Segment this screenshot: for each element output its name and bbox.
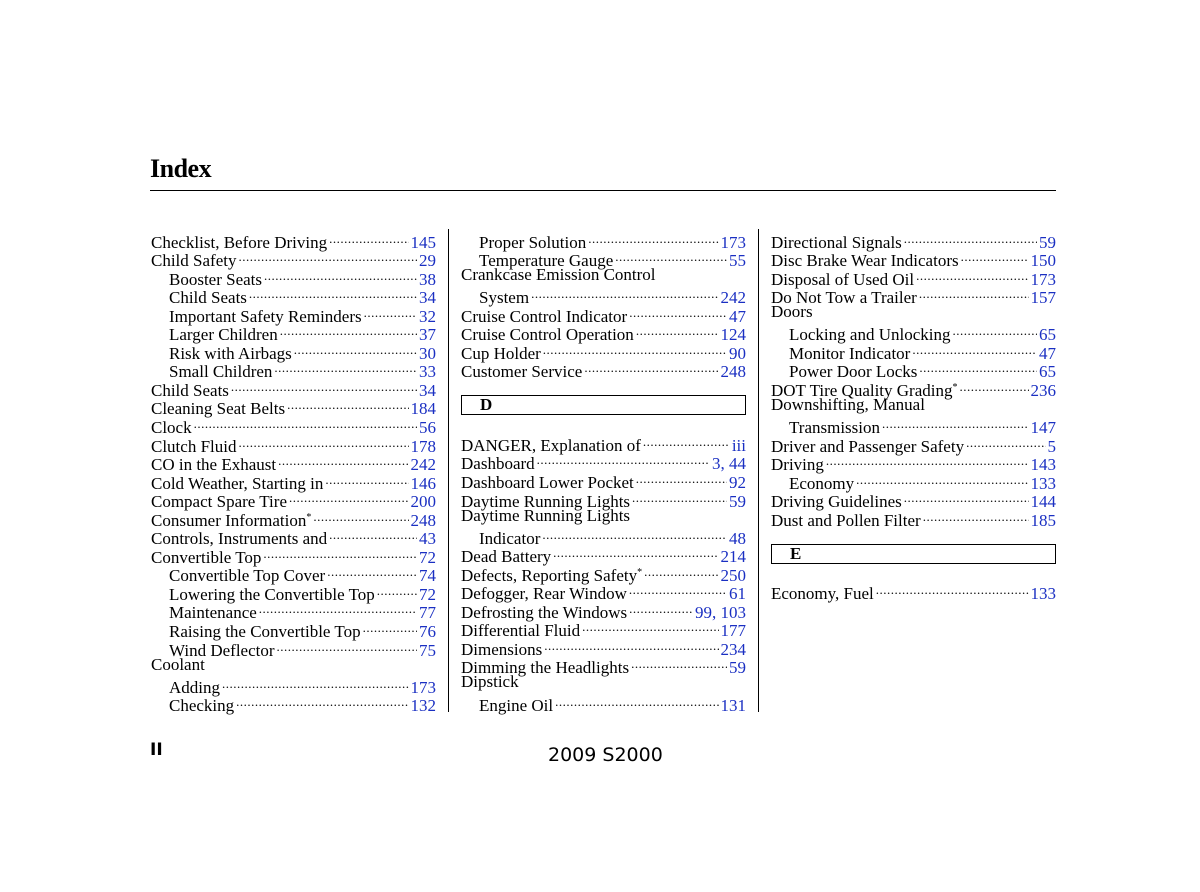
index-subentry[interactable] [771, 359, 1056, 382]
index-entry[interactable] [771, 581, 1056, 604]
entry-term: Dimming the Headlights [461, 658, 630, 678]
index-entry[interactable] [151, 248, 436, 271]
entry-term: Checklist, Before Driving [151, 232, 328, 252]
dot-leader [278, 452, 408, 471]
index-entry[interactable] [771, 489, 1056, 512]
entry-term: Economy, Fuel [771, 584, 874, 604]
index-entry[interactable] [151, 544, 436, 567]
entry-term: Disposal of Used Oil [771, 269, 915, 289]
entry-term: Dimensions [461, 639, 543, 659]
page-link[interactable]: 146 [410, 473, 436, 493]
entry-term: Defrosting the Windows [461, 602, 628, 622]
dot-leader [280, 322, 417, 341]
dot-leader [377, 581, 417, 600]
page-link[interactable]: 248 [720, 362, 746, 382]
index-entry[interactable] [461, 599, 746, 622]
entry-term: Booster Seats [169, 269, 263, 289]
page-link[interactable]: 250 [720, 565, 746, 585]
entry-term: Defects, Reporting Safety* [461, 565, 643, 585]
dot-leader [584, 359, 718, 378]
page-link[interactable]: 37 [419, 325, 436, 345]
index-entry[interactable] [461, 636, 746, 659]
index-entry[interactable] [771, 452, 1056, 475]
index-letter-heading: D [461, 395, 746, 415]
dot-leader [919, 285, 1029, 304]
dot-leader [238, 433, 408, 452]
index-subentry[interactable] [151, 600, 436, 623]
entry-term: Daytime Running Lights [461, 505, 631, 525]
entry-term: Proper Solution [479, 232, 587, 252]
page-link[interactable]: iii [731, 435, 746, 455]
entry-term: Economy [789, 473, 855, 493]
page-link[interactable]: 3, 44 [712, 454, 746, 474]
dot-leader [856, 470, 1028, 489]
entry-term: Consumer Information* [151, 510, 312, 530]
page-link[interactable]: 74 [419, 566, 436, 586]
entry-term: Coolant [151, 654, 205, 674]
dot-leader [542, 525, 727, 544]
dot-leader [553, 544, 718, 563]
index-subentry[interactable] [461, 248, 746, 271]
index-subentry[interactable] [461, 285, 746, 308]
page-link[interactable]: 147 [1030, 418, 1056, 438]
page-link[interactable]: 200 [410, 492, 436, 512]
index-subentry[interactable] [151, 322, 436, 345]
dot-leader [629, 599, 693, 618]
dot-leader [289, 489, 409, 508]
entry-term: Convertible Top [151, 547, 262, 567]
page-link[interactable]: 34 [419, 380, 436, 400]
index-entry[interactable] [151, 489, 436, 512]
dot-leader [644, 562, 718, 581]
entry-term: Child Seats [151, 380, 229, 400]
page-link[interactable]: 65 [1039, 325, 1056, 345]
dot-leader [615, 248, 727, 267]
dot-leader [904, 229, 1037, 248]
dot-leader [904, 489, 1029, 508]
dot-leader [952, 322, 1037, 341]
entry-term: Differential Fluid [461, 621, 581, 641]
index-subentry[interactable] [151, 618, 436, 642]
entry-term: Crankcase Emission Control [461, 265, 656, 285]
page-link[interactable]: 157 [1030, 288, 1056, 308]
index-entry[interactable] [151, 470, 436, 493]
entry-term: Dashboard Lower Pocket [461, 473, 634, 493]
dot-leader [236, 693, 408, 712]
dot-leader [294, 340, 417, 359]
entry-term: Cruise Control Operation [461, 325, 634, 345]
entry-term: Driving [771, 455, 824, 475]
dot-leader [636, 322, 719, 341]
index-letter-heading: E [771, 544, 1056, 564]
index-entry[interactable] [771, 266, 1056, 289]
entry-term: Checking [169, 696, 235, 716]
index-column-1 [151, 229, 436, 716]
entry-term: Larger Children [169, 325, 278, 345]
dot-leader [238, 248, 417, 267]
index-entry[interactable] [151, 377, 436, 400]
dot-leader [537, 451, 710, 470]
page-link[interactable]: 173 [1030, 269, 1056, 289]
entry-term: Defogger, Rear Window [461, 584, 627, 604]
dot-leader [363, 618, 417, 637]
entry-term: Adding [169, 677, 220, 697]
entry-term: Disc Brake Wear Indicators [771, 251, 959, 271]
entry-term: DOT Tire Quality Grading* [771, 380, 958, 400]
entry-term: DANGER, Explanation of [461, 435, 641, 455]
dot-leader [643, 432, 730, 451]
page-link[interactable]: 55 [729, 251, 746, 271]
index-column-2 [461, 229, 746, 715]
entry-term: Dead Battery [461, 547, 552, 567]
entry-term: Important Safety Reminders [169, 306, 362, 326]
page-link[interactable]: 90 [729, 343, 746, 363]
index-entry[interactable] [771, 248, 1056, 271]
page-link[interactable]: 124 [720, 325, 746, 345]
index-entry[interactable] [771, 285, 1056, 308]
dot-leader [194, 414, 417, 433]
dot-leader [259, 600, 417, 619]
index-entry[interactable] [461, 655, 746, 678]
entry-term: Doors [771, 302, 813, 322]
dot-leader [582, 618, 718, 637]
index-entry[interactable] [771, 377, 1056, 400]
dot-leader [329, 526, 417, 545]
entry-term: Monitor Indicator [789, 343, 911, 363]
page-link[interactable]: 59 [1039, 232, 1056, 252]
dot-leader [364, 303, 417, 322]
entry-term: Daytime Running Lights [461, 491, 631, 511]
index-entry[interactable] [461, 488, 746, 511]
index-entry[interactable] [461, 303, 746, 326]
entry-term: Driver and Passenger Safety [771, 436, 965, 456]
title-rule [150, 190, 1056, 191]
footnote-mark: * [637, 566, 643, 578]
page-link[interactable]: 48 [729, 528, 746, 548]
dot-leader [327, 563, 417, 582]
page-link[interactable]: 132 [410, 696, 436, 716]
index-entry [461, 266, 746, 285]
index-subentry[interactable] [461, 692, 746, 715]
page-link[interactable]: 173 [410, 677, 436, 697]
dot-leader [629, 303, 727, 322]
entry-term: Child Safety [151, 251, 237, 271]
page-link[interactable]: 133 [1030, 473, 1056, 493]
dot-leader [264, 266, 417, 285]
entry-term: Downshifting, Manual [771, 394, 925, 414]
entry-term: Engine Oil [479, 695, 554, 715]
dot-leader [274, 359, 417, 378]
page-link[interactable]: 56 [419, 418, 436, 438]
index-entry[interactable] [151, 507, 436, 530]
dot-leader [277, 637, 417, 656]
dot-leader [313, 507, 408, 526]
index-entry[interactable] [461, 340, 746, 363]
entry-term: Child Seats [169, 288, 247, 308]
dot-leader [632, 488, 727, 507]
dot-leader [249, 285, 417, 304]
page-link[interactable]: 145 [410, 232, 436, 252]
index-subentry[interactable] [461, 525, 746, 548]
index-entry[interactable] [461, 544, 746, 567]
index-entry[interactable] [461, 451, 746, 474]
page-link[interactable]: 33 [419, 362, 436, 382]
index-entry[interactable] [151, 414, 436, 438]
index-subentry[interactable] [151, 266, 436, 289]
index-subentry[interactable] [771, 414, 1056, 438]
entry-term: Wind Deflector [169, 640, 275, 660]
page-title: Index [150, 154, 212, 183]
entry-term: Do Not Tow a Trailer [771, 288, 917, 308]
page-link[interactable]: 178 [410, 436, 436, 456]
index-entry [151, 656, 436, 675]
page-link[interactable]: 143 [1030, 455, 1056, 475]
page-link[interactable]: 177 [720, 621, 746, 641]
dot-leader [555, 692, 718, 711]
dot-leader [636, 469, 727, 488]
dot-leader [543, 340, 727, 359]
dot-leader [961, 248, 1029, 267]
index-entry[interactable] [771, 507, 1056, 530]
entry-term: Cup Holder [461, 343, 541, 363]
dot-leader [912, 340, 1037, 359]
entry-term: Driving Guidelines [771, 492, 902, 512]
index-entry[interactable] [461, 562, 746, 585]
index-entry[interactable] [151, 452, 436, 475]
entry-term: Dust and Pollen Filter [771, 510, 921, 530]
entry-term: Transmission [789, 418, 881, 438]
entry-term: Convertible Top Cover [169, 566, 326, 586]
column-divider [758, 229, 759, 712]
page-link[interactable]: 5 [1047, 436, 1056, 456]
entry-term: Cold Weather, Starting in [151, 473, 324, 493]
entry-term: Indicator [479, 528, 541, 548]
page-link[interactable]: 34 [419, 288, 436, 308]
page-link[interactable]: 47 [1039, 343, 1056, 363]
page-link[interactable]: 32 [419, 306, 436, 326]
dot-leader [960, 377, 1029, 396]
footnote-mark: * [306, 511, 312, 523]
entry-term: Compact Spare Tire [151, 492, 287, 512]
dot-leader [629, 581, 727, 600]
entry-term: Dipstick [461, 672, 519, 692]
dot-leader [966, 433, 1045, 452]
index-entry[interactable] [151, 229, 436, 252]
entry-term: Dashboard [461, 454, 535, 474]
page-link[interactable]: 77 [419, 603, 436, 623]
index-subentry[interactable] [461, 229, 746, 252]
entry-term: Lowering the Convertible Top [169, 584, 375, 604]
index-subentry[interactable] [151, 340, 436, 363]
page-link[interactable]: 99, 103 [695, 602, 746, 622]
page-link[interactable]: 236 [1030, 380, 1056, 400]
dot-leader [263, 544, 417, 563]
index-subentry[interactable] [151, 674, 436, 697]
index-subentry[interactable] [771, 470, 1056, 493]
index-subentry[interactable] [151, 285, 436, 308]
index-entry[interactable] [461, 359, 746, 382]
dot-leader [826, 452, 1029, 471]
entry-term: Power Door Locks [789, 362, 918, 382]
page-link[interactable]: 150 [1030, 251, 1056, 271]
entry-term: Small Children [169, 362, 273, 382]
dot-leader [531, 285, 718, 304]
page-link[interactable]: 131 [720, 695, 746, 715]
page-link[interactable]: 65 [1039, 362, 1056, 382]
entry-term: CO in the Exhaust [151, 455, 277, 475]
page-link[interactable]: 72 [419, 584, 436, 604]
page-link[interactable]: 47 [729, 306, 746, 326]
page-link[interactable]: 184 [410, 399, 436, 419]
entry-term: Locking and Unlocking [789, 325, 951, 345]
entry-term: Cleaning Seat Belts [151, 399, 286, 419]
section-mark: II [150, 740, 163, 760]
footer-book-title: 2009 S2000 [548, 744, 663, 766]
dot-leader [231, 377, 417, 396]
dot-leader [222, 674, 409, 693]
page-link[interactable]: 234 [720, 639, 746, 659]
index-subentry[interactable] [151, 581, 436, 604]
dot-leader [923, 507, 1029, 526]
page-link[interactable]: 242 [410, 455, 436, 475]
entry-term: System [479, 288, 530, 308]
page-link[interactable]: 133 [1030, 584, 1056, 604]
page-link[interactable]: 59 [729, 658, 746, 678]
index-entry[interactable] [771, 229, 1056, 252]
index-entry[interactable] [461, 618, 746, 641]
page-link[interactable]: 38 [419, 269, 436, 289]
entry-term: Directional Signals [771, 232, 902, 252]
index-entry[interactable] [151, 433, 436, 456]
entry-term: Clock [151, 418, 192, 438]
index-column-3 [771, 229, 1056, 604]
index-entry[interactable] [461, 432, 746, 455]
footnote-mark: * [952, 381, 958, 393]
entry-term: Clutch Fluid [151, 436, 237, 456]
dot-leader [329, 229, 408, 248]
index-entry[interactable] [151, 396, 436, 419]
index-entry[interactable] [461, 322, 746, 345]
page-link[interactable]: 248 [410, 510, 436, 530]
index-subentry[interactable] [151, 563, 436, 586]
index-entry[interactable] [461, 469, 746, 493]
page-link[interactable]: 144 [1030, 492, 1056, 512]
page-link[interactable]: 185 [1030, 510, 1056, 530]
page-link[interactable]: 214 [720, 547, 746, 567]
dot-leader [916, 266, 1028, 285]
entry-term: Risk with Airbags [169, 343, 292, 363]
index-entry[interactable] [151, 526, 436, 549]
entry-term: Cruise Control Indicator [461, 306, 628, 326]
index-entry [461, 507, 746, 526]
page-link[interactable]: 76 [419, 622, 436, 642]
index-subentry[interactable] [771, 322, 1056, 345]
dot-leader [631, 655, 727, 674]
index-subentry[interactable] [151, 637, 436, 660]
dot-leader [325, 470, 408, 489]
dot-leader [919, 359, 1037, 378]
page-link[interactable]: 30 [419, 343, 436, 363]
index-subentry[interactable] [151, 303, 436, 326]
index-entry[interactable] [461, 581, 746, 604]
dot-leader [876, 581, 1029, 600]
entry-term: Customer Service [461, 362, 583, 382]
dot-leader [544, 636, 718, 655]
dot-leader [882, 414, 1028, 433]
page-link[interactable]: 59 [729, 491, 746, 511]
page-link[interactable]: 61 [729, 584, 746, 604]
entry-term: Controls, Instruments and [151, 529, 328, 549]
dot-leader [588, 229, 718, 248]
column-divider [448, 229, 449, 712]
entry-term: Maintenance [169, 603, 257, 623]
page-link[interactable]: 92 [729, 473, 746, 493]
index-subentry[interactable] [771, 340, 1056, 363]
page-link[interactable]: 29 [419, 251, 436, 271]
index-entry[interactable] [771, 433, 1056, 456]
page-link[interactable]: 75 [419, 640, 436, 660]
dot-leader [287, 396, 408, 415]
index-entry [771, 396, 1056, 415]
page-link[interactable]: 43 [419, 529, 436, 549]
page-link[interactable]: 173 [720, 232, 746, 252]
index-subentry[interactable] [151, 359, 436, 382]
index-subentry[interactable] [151, 693, 436, 716]
entry-term: Temperature Gauge [479, 251, 614, 271]
page-link[interactable]: 242 [720, 288, 746, 308]
page-link[interactable]: 72 [419, 547, 436, 567]
entry-term: Raising the Convertible Top [169, 622, 361, 642]
